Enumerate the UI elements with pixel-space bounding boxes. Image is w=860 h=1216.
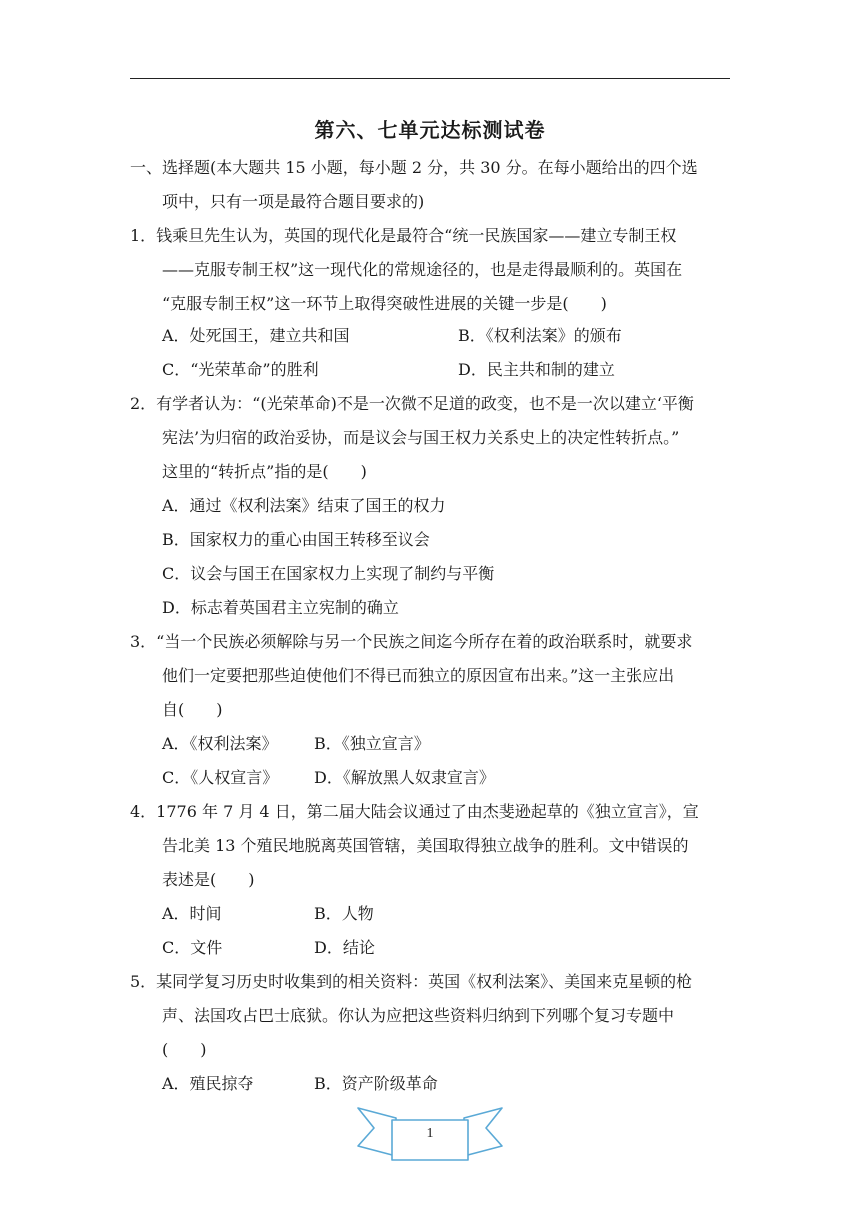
question-1-option-c: C．“光荣革命”的胜利 <box>162 360 319 379</box>
question-1-line-1: 1．钱乘旦先生认为，英国的现代化是最符合“统一民族国家——建立专制王权 <box>130 226 677 245</box>
question-1-option-d: D．民主共和制的建立 <box>458 360 615 379</box>
question-3-line-2: 他们一定要把那些迫使他们不得已而独立的原因宣布出来。”这一主张应出 <box>162 666 675 685</box>
question-2-option-d: D．标志着英国君主立宪制的确立 <box>162 598 399 617</box>
question-5-option-a: A．殖民掠夺 <box>162 1074 254 1093</box>
question-1-option-b: B．《权利法案》的颁布 <box>458 326 622 345</box>
question-3-option-b: B．《独立宣言》 <box>314 734 430 753</box>
question-4-option-a: A．时间 <box>162 904 222 923</box>
question-4-line-2: 告北美 13 个殖民地脱离英国管辖，美国取得独立战争的胜利。文中错误的 <box>162 836 689 855</box>
page-number: 1 <box>426 1126 434 1141</box>
question-1-line-2: ——克服专制王权”这一现代化的常规途径的，也是走得最顺利的。英国在 <box>162 260 683 279</box>
question-3-option-a: A．《权利法案》 <box>162 734 278 753</box>
question-2-line-1: 2．有学者认为：“(光荣革命)不是一次微不足道的政变，也不是一次以建立‘平衡 <box>130 394 694 413</box>
question-4-line-1: 4．1776 年 7 月 4 日，第二届大陆会议通过了由杰斐逊起草的《独立宣言》，宣 <box>130 802 699 821</box>
question-5-line-2: 声、法国攻占巴士底狱。你认为应把这些资料归纳到下列哪个复习专题中 <box>162 1006 675 1025</box>
question-4-option-d: D．结论 <box>314 938 375 957</box>
question-1-option-a: A．处死国王，建立共和国 <box>162 326 350 345</box>
section-heading: 一、选择题(本大题共 15 小题，每小题 2 分，共 30 分。在每小题给出的四个选 <box>130 158 698 177</box>
question-3-line-1: 3．“当一个民族必须解除与另一个民族之间迄今所存在着的政治联系时，就要求 <box>130 632 693 651</box>
question-5-option-b: B．资产阶级革命 <box>314 1074 438 1093</box>
question-2-option-a: A．通过《权利法案》结束了国王的权力 <box>162 496 446 515</box>
question-5-line-3: ( ) <box>162 1040 207 1059</box>
question-4-line-3: 表述是( ) <box>162 870 255 889</box>
section-heading-cont: 项中，只有一项是最符合题目要求的) <box>162 192 425 211</box>
question-4-option-b: B．人物 <box>314 904 374 923</box>
question-3-option-d: D．《解放黑人奴隶宣言》 <box>314 768 495 787</box>
question-2-option-b: B．国家权力的重心由国王转移至议会 <box>162 530 430 549</box>
question-2-line-2: 宪法’为归宿的政治妥协，而是议会与国王权力关系史上的决定性转折点。” <box>162 428 680 447</box>
question-3-line-3: 自( ) <box>162 700 223 719</box>
header-rule <box>130 78 730 79</box>
page-title: 第六、七单元达标测试卷 <box>314 118 546 142</box>
question-5-line-1: 5．某同学复习历史时收集到的相关资料：英国《权利法案》、美国来克星顿的枪 <box>130 972 693 991</box>
question-2-option-c: C．议会与国王在国家权力上实现了制约与平衡 <box>162 564 495 583</box>
question-1-line-3: “克服专制王权”这一环节上取得突破性进展的关键一步是( ) <box>162 294 607 313</box>
question-2-line-3: 这里的“转折点”指的是( ) <box>162 462 367 481</box>
question-4-option-c: C．文件 <box>162 938 223 957</box>
page-number-ribbon <box>356 1106 504 1166</box>
question-3-option-c: C．《人权宣言》 <box>162 768 279 787</box>
